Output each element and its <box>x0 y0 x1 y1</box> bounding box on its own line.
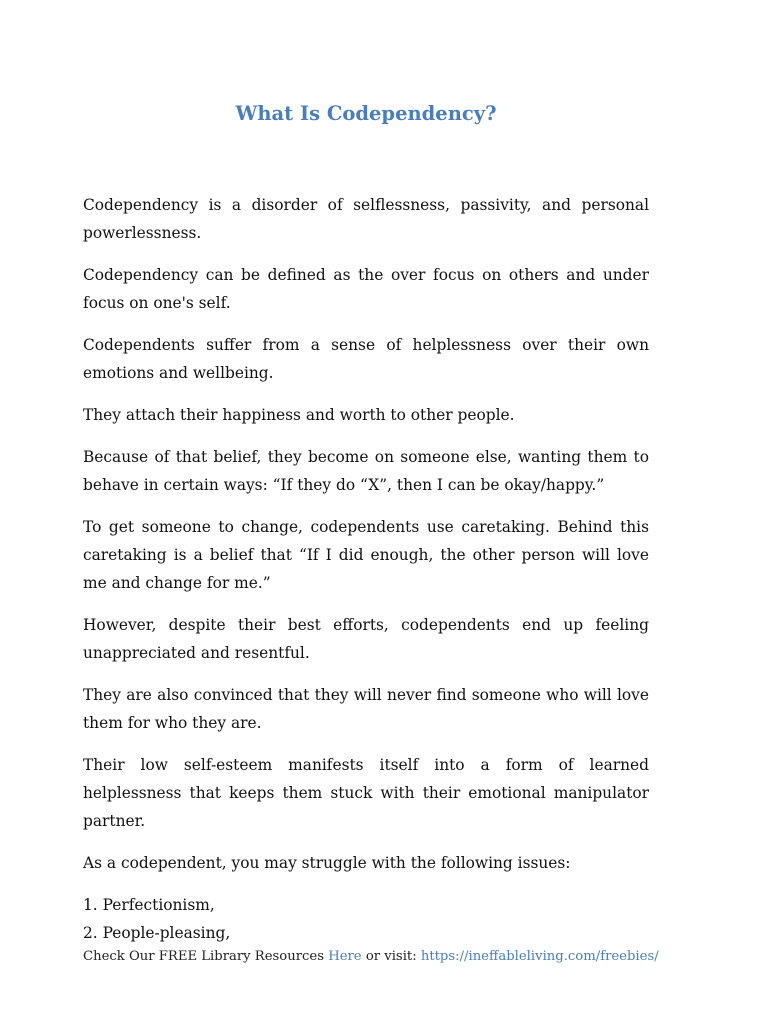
paragraph-6: To get someone to change, codependents use caretaking. Behind this caretaking is a belief that “If I did enough, the other person will love me and change for me.” <box>83 518 649 592</box>
here-link[interactable]: Here <box>328 949 362 964</box>
page-title: What Is Codependency? <box>235 102 497 125</box>
list-item: 2. People-pleasing, <box>83 924 231 942</box>
issues-list <box>83 891 649 947</box>
footer-prefix: Check Our FREE Library Resources <box>83 949 329 964</box>
paragraph-4: They attach their happiness and worth to other people. <box>83 406 515 424</box>
paragraph-5: Because of that belief, they become on someone else, wanting them to behave in certain ways: “If they do “X”, then I can be okay/happy.” <box>83 448 649 494</box>
paragraph-8: They are also convinced that they will never find someone who will love them for who they are. <box>83 686 649 732</box>
paragraph-10: As a codependent, you may struggle with the following issues: <box>83 854 571 872</box>
freebies-url-link[interactable]: https://ineffableliving.com/freebies/ <box>420 949 659 964</box>
footer <box>83 945 723 969</box>
list-item: 1. Perfectionism, <box>83 896 215 914</box>
paragraph-3: Codependents suffer from a sense of helplessness over their own emotions and wellbeing. <box>83 336 649 382</box>
document-body <box>83 191 649 947</box>
paragraph-2: Codependency can be defined as the over focus on others and under focus on one's self. <box>83 266 649 312</box>
footer-middle: or visit: <box>361 949 421 964</box>
paragraph-9: Their low self-esteem manifests itself into a form of learned helplessness that keeps them stuck with their emotional manipulator partner. <box>83 756 649 830</box>
paragraph-1: Codependency is a disorder of selflessness, passivity, and personal powerlessness. <box>83 196 649 242</box>
paragraph-7: However, despite their best efforts, codependents end up feeling unappreciated and resentful. <box>83 616 649 662</box>
